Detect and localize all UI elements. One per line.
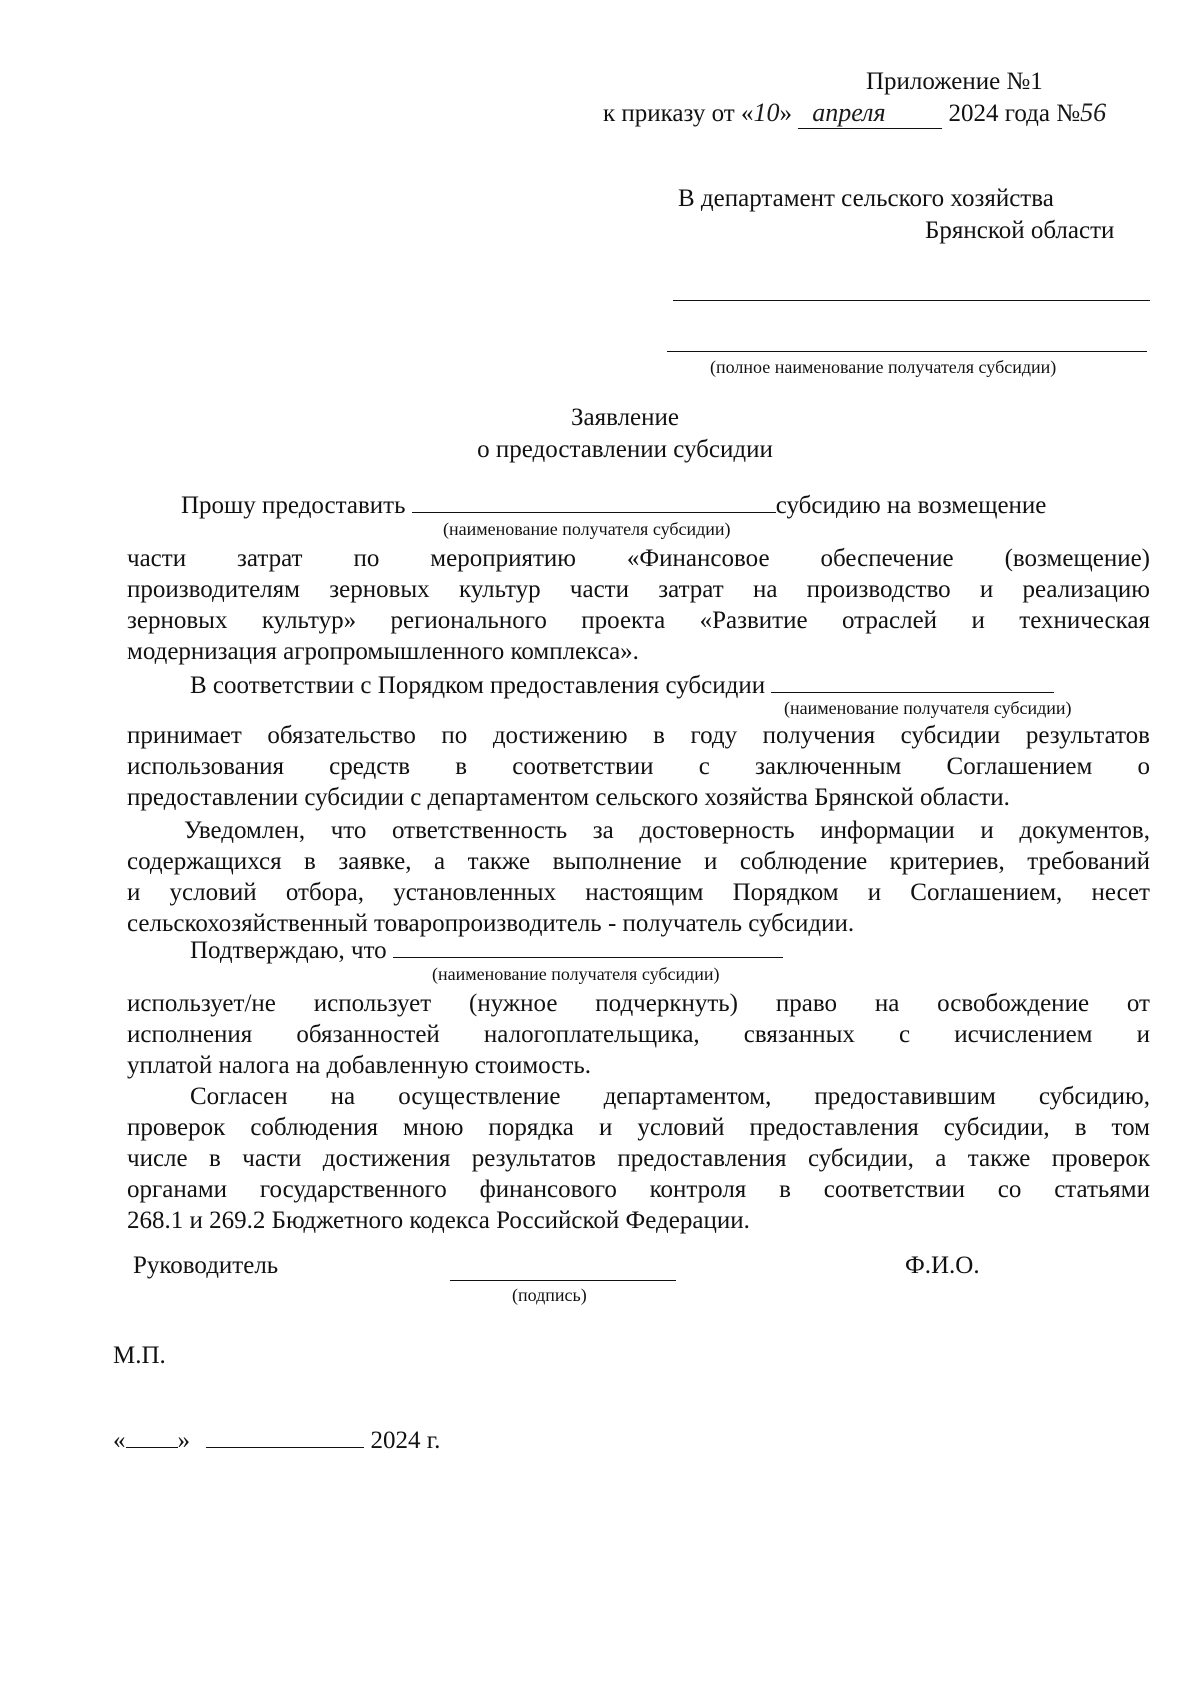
recipient-blank-line2 [667,351,1147,352]
date-day-blank [126,1425,178,1448]
para1-body [127,543,1150,667]
para1-line: зерновых культур» регионального проекта «Развитие отраслей и техническая [127,607,1150,634]
para2-recipient-blank [771,668,1054,693]
para1-recipient-blank [412,488,776,513]
date-line [113,1425,440,1456]
recipient-caption: (полное наименование получателя субсидии) [710,357,1057,377]
para4-line: исполнения обязанностей налогоплательщика, связанных с исчислением и [127,1021,1150,1048]
appendix-title: Приложение №1 [866,68,1043,95]
date-quote-open: « [113,1427,126,1454]
para5-line: проверок соблюдения мною порядка и условий предоставления субсидии, в том [127,1114,1150,1141]
para2-line: принимает обязательство по достижению в году получения субсидии результатов [127,722,1150,749]
para4-recipient-blank [393,933,783,958]
para3-line: сельскохозяйственный товаропроизводитель - получатель субсидии. [127,910,855,937]
para3-line: содержащихся в заявке, а также выполнение и соблюдение критериев, требований [127,848,1150,875]
document-subtitle: о предоставлении субсидии [477,436,773,463]
para3-line: и условий отбора, установленных настоящим Порядком и Соглашением, несет [127,879,1150,906]
para1-first-line [181,488,1046,521]
para4-line: использует/не использует (нужное подчеркнуть) право на освобождение от [127,990,1150,1017]
addressee-line2: Брянской области [925,217,1115,244]
para1-end: субсидию на возмещение [775,492,1047,519]
signature-caption: (подпись) [512,1285,587,1305]
date-year: 2024 г. [370,1427,441,1454]
order-year: 2024 года № [948,100,1081,127]
para2-caption: (наименование получателя субсидии) [784,698,1072,718]
order-prefix: к приказу от « [603,100,754,127]
para5-body [127,1081,1150,1236]
para1-line: модернизация агропромышленного комплекса». [127,638,639,665]
para5-line: Согласен на осуществление департаментом, предоставившим субсидию, [190,1083,1150,1110]
order-quote-close: » [779,100,792,127]
para2-line: предоставлении субсидии с департаментом сельского хозяйства Брянской области. [127,784,1010,811]
para1-line: производителям зерновых культур части затрат на производство и реализацию [127,576,1150,603]
para3-body [127,815,1150,939]
recipient-blank-line1 [673,300,1150,301]
stamp-placeholder: М.П. [113,1342,166,1369]
addressee-line1: В департамент сельского хозяйства [678,185,1054,212]
para3-line: Уведомлен, что ответственность за достоверность информации и документов, [184,817,1150,844]
head-label: Руководитель [133,1252,279,1279]
order-day-handwritten: 10 [753,98,780,127]
para1-caption: (наименование получателя субсидии) [443,519,731,539]
order-number-handwritten: 56 [1080,98,1107,127]
date-quote-close: » [177,1427,190,1454]
para2-body [127,720,1150,813]
para5-line: числе в части достижения результатов предоставления субсидии, а также проверок [127,1145,1150,1172]
para4-caption: (наименование получателя субсидии) [432,964,720,984]
para1-start: Прошу предоставить [181,492,406,519]
para4-line: уплатой налога на добавленную стоимость. [127,1052,591,1079]
document-title: Заявление [570,404,680,431]
date-month-blank [206,1425,364,1448]
para4-start: Подтверждаю, что [190,937,387,964]
signature-blank [450,1280,676,1281]
order-reference [603,97,1106,129]
para4-first-line [190,933,783,966]
para5-line: органами государственного финансового контроля в соответствии со статьями [127,1176,1150,1203]
para2-line: использования средств в соответствии с заключенным Соглашением о [127,753,1150,780]
para5-line: 268.1 и 269.2 Бюджетного кодекса Российской Федерации. [127,1207,750,1234]
para1-line: части затрат по мероприятию «Финансовое обеспечение (возмещение) [127,545,1150,572]
para2-start: В соответствии с Порядком предоставления субсидии [190,672,766,699]
order-month-handwritten: апреля [798,97,942,129]
para4-body [127,988,1150,1081]
fio-label: Ф.И.О. [905,1252,980,1279]
